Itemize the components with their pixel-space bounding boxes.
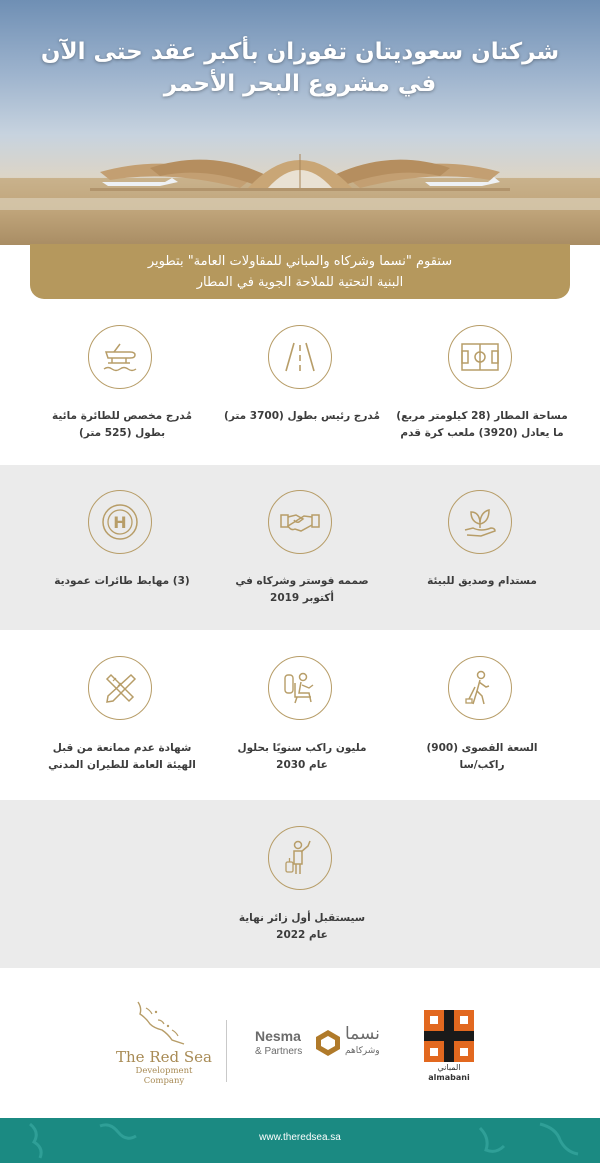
red-sea-company: Company	[143, 1076, 185, 1086]
football-field-icon	[448, 325, 512, 389]
title-line-1: شركتان سعوديتان تفوزان بأكبر عقد حتى الآن	[40, 39, 560, 65]
footer-bar	[0, 1118, 600, 1163]
feature-label-line-2: عام 2022	[276, 929, 328, 941]
feature-main-runway	[212, 300, 392, 465]
feature-label-line-2: الهيئة العامة للطيران المدني	[48, 759, 196, 771]
partner-logos	[0, 968, 600, 1118]
red-sea-name: The Red Sea	[116, 1048, 212, 1066]
feature-label-line-2: بطول (525 متر)	[78, 427, 166, 439]
feature-label-line-1: شهادة عدم ممانعة من قبل	[52, 742, 192, 754]
feature-label-line-1: مُدرج مخصص للطائرة مائية	[52, 410, 192, 422]
feature-label-line-1: مساحة المطار (28 كيلومتر مربع)	[396, 410, 568, 422]
feature-label-line-1: مليون راكب سنويًا بحلول	[237, 742, 367, 754]
feature-label-line-1: سيستقبل أول زائر نهاية	[238, 912, 366, 924]
nesma-partners-ar: وشركاهم	[345, 1046, 380, 1056]
feature-seaplane-runway	[32, 300, 212, 465]
features-row-3	[0, 630, 600, 800]
feature-label-line-2: عام 2030	[276, 759, 328, 771]
feature-label-line-1: السعة القصوى (900)	[426, 742, 538, 754]
feature-designed-by	[212, 465, 392, 630]
traveler-icon	[448, 656, 512, 720]
seaplane-icon	[88, 325, 152, 389]
feature-label-line-2: راكب/سا	[459, 759, 505, 771]
feature-label-line-1: صممه فوستر وشركاه في	[235, 575, 369, 587]
page-title	[0, 36, 600, 100]
red-sea-development: Development	[135, 1066, 193, 1076]
feature-passengers-2030	[212, 630, 392, 800]
banner-line-1: ستقوم "نسما وشركاه والمباني للمقاولات العامة" بتطوير	[147, 253, 453, 269]
feature-label-line-1: مستدام وصديق للبيئة	[427, 575, 537, 587]
features-row-4	[0, 800, 600, 968]
feature-label-line-2: ما يعادل (3920) ملعب كرة قدم	[400, 427, 564, 439]
title-line-2: في مشروع البحر الأحمر	[163, 71, 437, 97]
website-link[interactable]: www.theredsea.sa	[259, 1132, 341, 1143]
feature-first-visitor	[212, 800, 392, 968]
feature-label-line-1: مُدرج رئيس بطول (3700 متر)	[224, 410, 380, 422]
svg-text:H: H	[113, 513, 127, 532]
red-sea-logo-text	[104, 1048, 224, 1086]
feature-airport-area	[392, 300, 572, 465]
airport-terminal-illustration	[0, 130, 600, 210]
waving-traveler-icon	[268, 826, 332, 890]
subtitle-banner	[30, 244, 570, 299]
handshake-icon	[268, 490, 332, 554]
nesma-partners-en: & Partners	[255, 1046, 303, 1057]
helipad-icon	[88, 490, 152, 554]
almabani-logo-en: almabani	[428, 1073, 470, 1082]
nesma-hexagon-logo-icon	[313, 1028, 343, 1058]
nesma-logo-ar: نسما	[345, 1024, 380, 1044]
nesma-logo-en: Nesma	[255, 1028, 301, 1044]
feature-label-line-1: (3) مهابط طائرات عمودية	[54, 575, 190, 587]
feature-label-line-2: أكتوبر 2019	[270, 592, 334, 604]
feature-helipads	[32, 465, 212, 630]
red-sea-coral-logo-icon	[128, 998, 198, 1048]
passenger-seat-icon	[268, 656, 332, 720]
feature-gaca-certificate	[32, 630, 212, 800]
banner-line-2: البنية التحتية للملاحة الجوية في المطار	[196, 274, 404, 290]
almabani-logo-ar: المباني	[437, 1063, 461, 1072]
features-row-2	[0, 465, 600, 630]
logo-divider	[226, 1020, 227, 1082]
features-row-1	[0, 300, 600, 465]
ruler-pencil-icon	[88, 656, 152, 720]
feature-capacity	[392, 630, 572, 800]
feature-sustainable	[392, 465, 572, 630]
hero-image	[0, 0, 600, 245]
runway-icon	[268, 325, 332, 389]
eco-leaf-hand-icon	[448, 490, 512, 554]
almabani-logo-icon	[424, 1010, 474, 1062]
